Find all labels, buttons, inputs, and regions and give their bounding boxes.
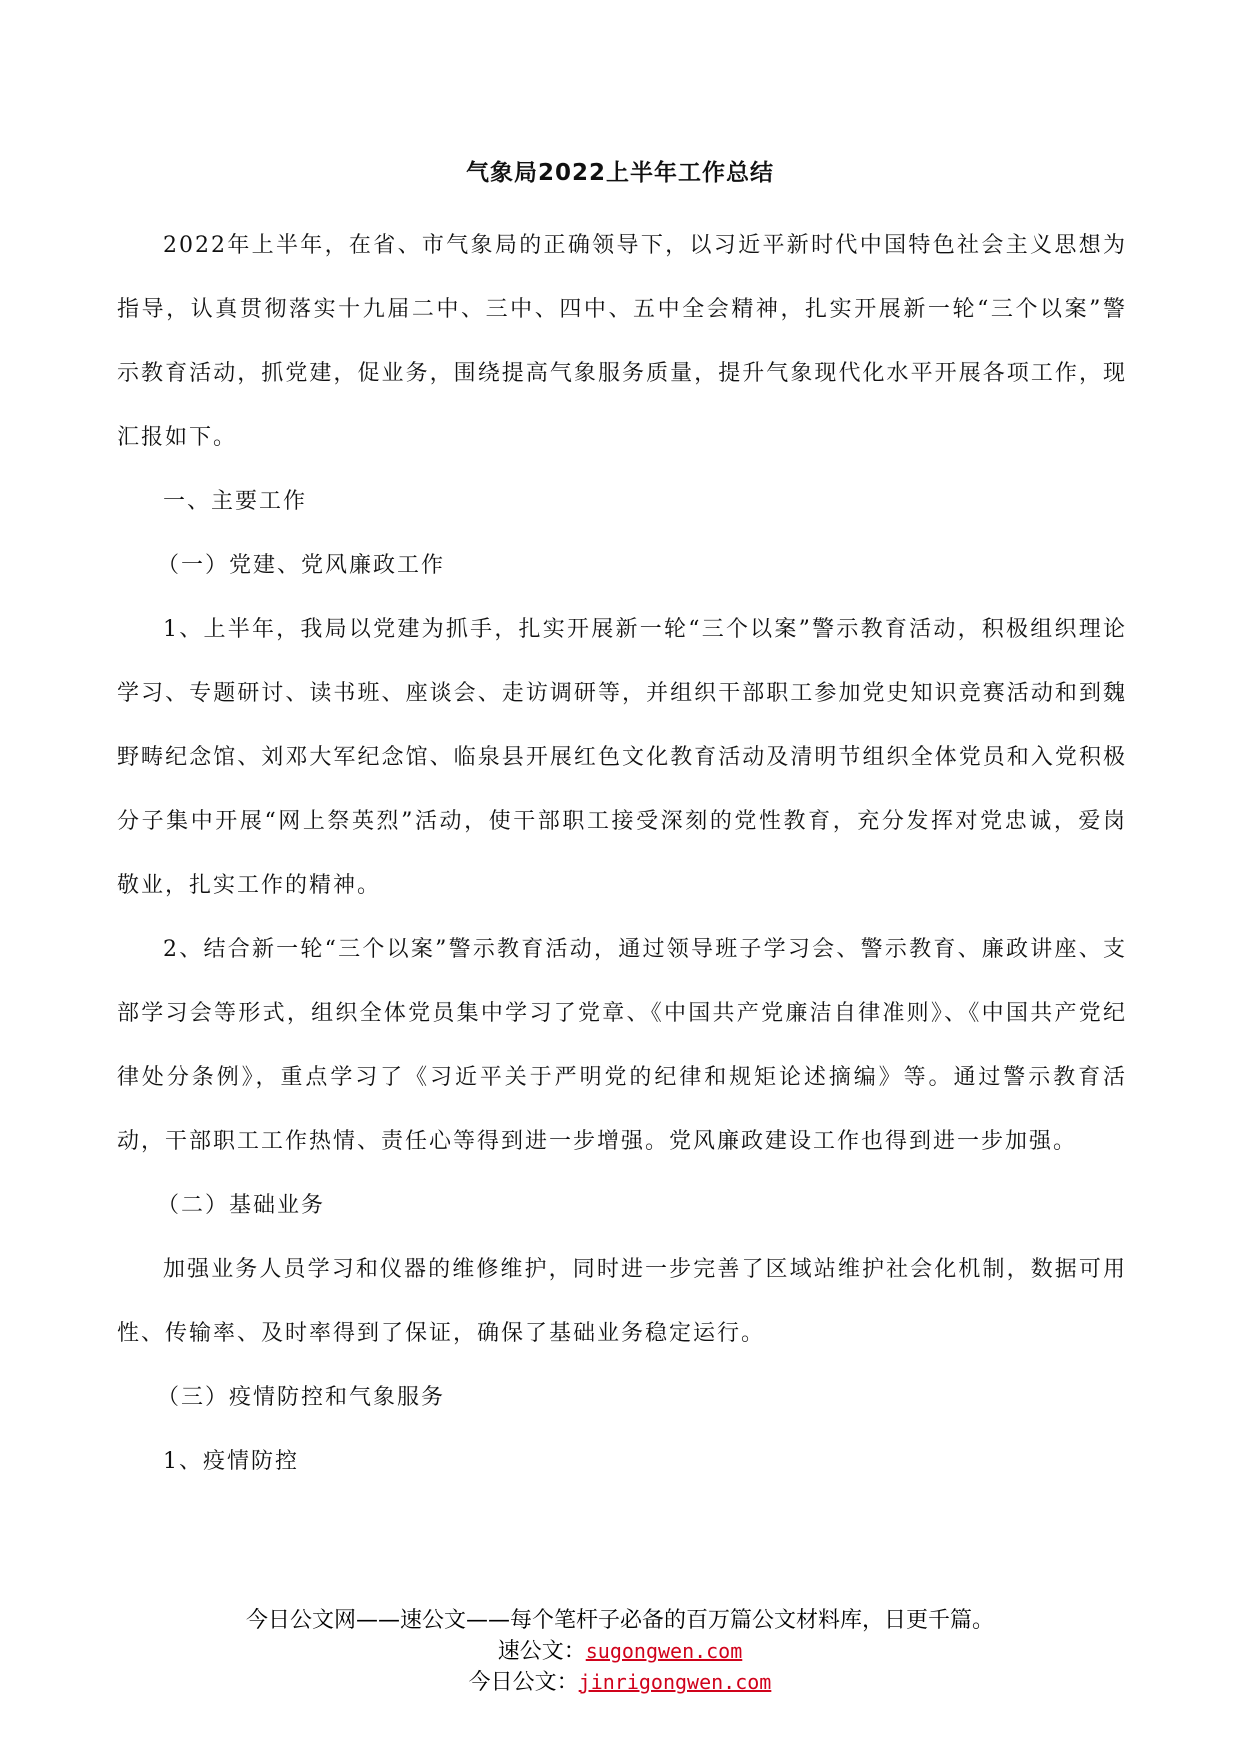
epidemic-item-1-heading: 1、疫情防控 bbox=[163, 1449, 299, 1474]
party-building-item-1: 1、上半年，我局以党建为抓手，扎实开展新一轮“三个以案”警示教育活动，积极组织理论学习、专题研讨、读书班、座谈会、走访调研等，并组织干部职工参加党史知识竞赛活动和到魏野畴纪念馆、刘邓大军纪念馆、临泉县开展红色文化教育活动及清明节组织全体党员和入党积极分子集中开展“网上祭英烈”活动，使干部职工接受深刻的党性教育，充分发挥对党忠诚，爱岗敬业，扎实工作的精神。 bbox=[117, 617, 1127, 898]
basic-business-paragraph: 加强业务人员学习和仪器的维修维护，同时进一步完善了区域站维护社会化机制，数据可用性、传输率、及时率得到了保证，确保了基础业务稳定运行。 bbox=[117, 1257, 1127, 1346]
footer-slogan: 今日公文网——速公文——每个笔杆子必备的百万篇公文材料库，日更千篇。 bbox=[245, 1608, 994, 1633]
intro-paragraph: 2022年上半年，在省、市气象局的正确领导下，以习近平新时代中国特色社会主义思想为指导，认真贯彻落实十九届二中、三中、四中、五中全会精神，扎实开展新一轮“三个以案”警示教育活动，抓党建，促业务，围绕提高气象服务质量，提升气象现代化水平开展各项工作，现汇报如下。 bbox=[117, 233, 1127, 450]
subsection-heading-basic-business: （二）基础业务 bbox=[157, 1193, 326, 1218]
jinrigongwen-link[interactable]: jinrigongwen.com bbox=[578, 1670, 772, 1694]
section-heading-main-work: 一、主要工作 bbox=[163, 489, 308, 514]
subsection-heading-epidemic-weather: （三）疫情防控和气象服务 bbox=[157, 1385, 446, 1410]
party-building-item-2: 2、结合新一轮“三个以案”警示教育活动，通过领导班子学习会、警示教育、廉政讲座、支部学习会等形式，组织全体党员集中学习了党章、《中国共产党廉洁自律准则》、《中国共产党纪律处分条例》，重点学习了《习近平关于严明党的纪律和规矩论述摘编》等。通过警示教育活动，干部职工工作热情、责任心等得到进一步增强。党风廉政建设工作也得到进一步加强。 bbox=[117, 937, 1127, 1154]
footer-sugongwen-label: 速公文： bbox=[497, 1639, 586, 1664]
footer-sugongwen bbox=[0, 1636, 1240, 1667]
footer-jinrigongwen bbox=[0, 1667, 1240, 1698]
document-body bbox=[117, 214, 1127, 1494]
document-title: 气象局2022上半年工作总结 bbox=[465, 160, 774, 186]
subsection-heading-party-building: （一）党建、党风廉政工作 bbox=[157, 553, 446, 578]
footer-ad bbox=[0, 1605, 1240, 1698]
sugongwen-link[interactable]: sugongwen.com bbox=[585, 1639, 743, 1663]
footer-jinrigongwen-label: 今日公文： bbox=[468, 1670, 579, 1695]
